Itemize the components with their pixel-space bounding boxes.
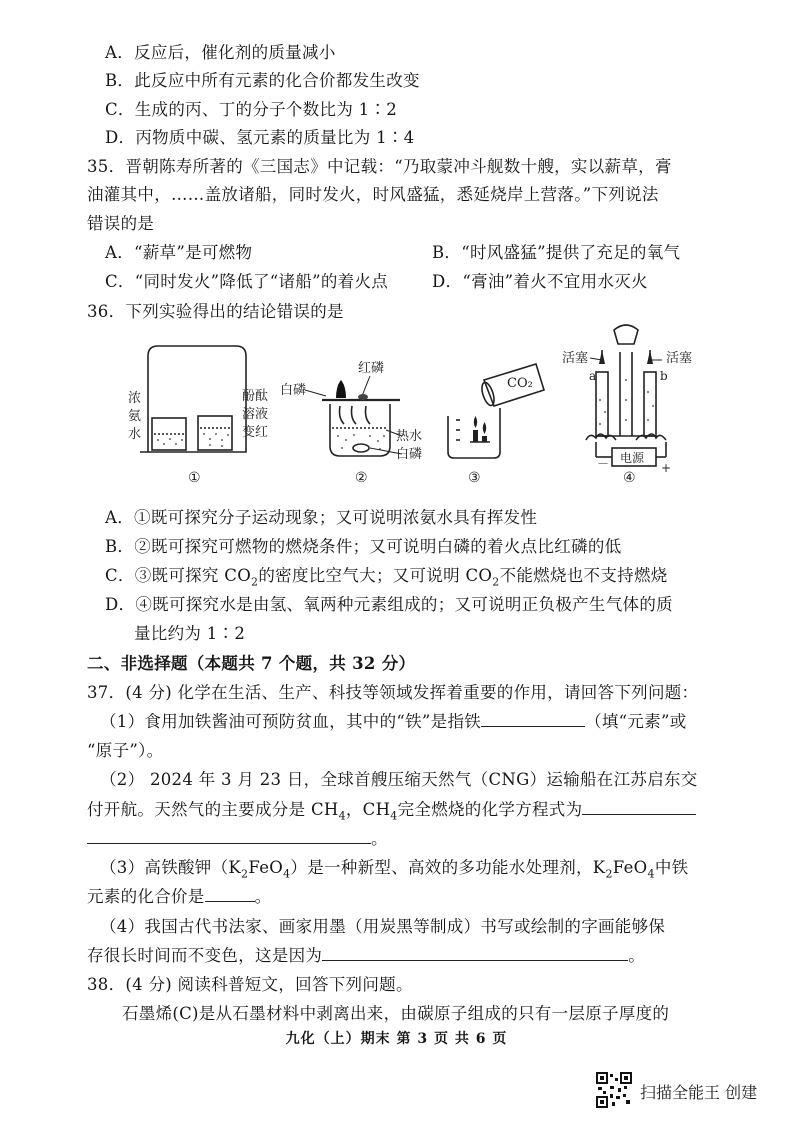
qr-code-icon: [596, 1072, 632, 1108]
answer-blank-2a[interactable]: [582, 800, 696, 815]
red-phosphorus-icon: [358, 394, 368, 400]
q38-text-line-1: 石墨烯(C)是从石墨材料中剥离出来，由碳原子组成的只有一层原子厚度的: [122, 1004, 670, 1023]
fig4-number: ④: [623, 470, 636, 486]
q37-part-3-line-2: 元素的化合价是 。: [87, 887, 272, 906]
q36-option-a: A．①既可探究分子运动现象；又可说明浓氨水具有挥发性: [105, 508, 538, 527]
answer-blank-1[interactable]: [481, 712, 585, 727]
candles-icon: [473, 416, 487, 442]
q37-part-1-line-2: “原子”）。: [87, 741, 164, 760]
fig4-label-b: b: [660, 369, 668, 383]
fig4-label-valve-left: 活塞: [562, 351, 589, 366]
q35-option-c: C．“同时发火”降低了“诸船”的着火点: [105, 272, 389, 291]
fig4-label-a: a: [589, 369, 597, 383]
fig2-label-white-phosphorus-top: 白磷: [280, 383, 307, 398]
q37-part-4-line-2: 存很长时间而不变色，这是因为 。: [87, 946, 646, 965]
fig1-label-right-2: 溶液: [242, 407, 269, 422]
q34-option-c: C．生成的丙、丁的分子个数比为 1∶2: [105, 100, 398, 119]
q37-part-3-line-1: （3）高铁酸钾$(K_2FeO_4)$是一种新型、高效的多功能水处理剂，$K_2FeO_4$中铁: [100, 858, 689, 881]
answer-blank-2b[interactable]: [87, 829, 371, 844]
figure-1-liquid-dots: [157, 433, 229, 447]
figure-1-apparatus: [140, 346, 246, 452]
fig2-label-white-phosphorus-bottom: 白磷: [396, 447, 423, 462]
fig4-label-valve-right: 活塞: [666, 351, 693, 366]
fig4-label-plus: +: [661, 461, 672, 475]
figure-4-apparatus: [586, 325, 666, 466]
q35-stem-line-1: 35．晋朝陈寿所著的《三国志》中记载：“乃取蒙冲斗舰数十艘，实以薪草，膏: [87, 157, 672, 176]
answer-blank-4[interactable]: [322, 946, 628, 961]
fig1-label-left-1: 浓: [128, 391, 142, 406]
fig1-label-left-3: 水: [128, 427, 142, 442]
answer-blank-3[interactable]: [205, 887, 255, 902]
q36-option-b: B．②既可探究可燃物的燃烧条件；又可说明白磷的着火点比红磷的低: [105, 537, 622, 556]
fig3-number: ③: [468, 470, 481, 486]
q35-stem-line-3: 错误的是: [87, 214, 155, 233]
fig1-label-left-2: 氨: [128, 409, 142, 424]
flame-icon: [336, 380, 346, 398]
fig2-label-red-phosphorus: 红磷: [358, 361, 385, 376]
q37-part-2-line-2: 付开航。天然气的主要成分是 $CH_4$，$CH_4$完全燃烧的化学方程式为: [87, 800, 696, 826]
fig2-number: ②: [355, 470, 368, 486]
q36-option-d-line-2: 量比约为 1∶2: [134, 624, 246, 643]
valve-icons: [599, 350, 653, 364]
fig1-label-right-3: 变红: [242, 425, 269, 440]
section-2-title: 二、非选择题（本题共 7 个题，共 32 分）: [87, 654, 416, 673]
q35-stem-line-2: 油灌其中，……盖放诸船，同时发火，时风盛猛，悉延烧岸上营落。”下列说法: [87, 185, 659, 204]
fig4-label-minus: －: [597, 457, 610, 471]
q36-option-d-line-1: D．④既可探究水是由氢、氧两种元素组成的；又可说明正负极产生气体的质: [105, 595, 673, 614]
q34-option-a: A．反应后，催化剂的质量减小: [105, 43, 336, 62]
q37-part-2-line-3: 。: [87, 829, 388, 849]
fig4-label-power: 电源: [620, 451, 645, 465]
scanner-watermark: 扫描全能王 创建: [640, 1083, 758, 1102]
q37-part-2-line-1: （2） 2024 年 3 月 23 日，全球首艘压缩天然气（CNG）运输船在江苏启东交: [100, 770, 698, 789]
fig3-label-co2: CO₂: [507, 376, 533, 391]
q37-part-4-line-1: （4）我国古代书法家、画家用墨（用炭黑等制成）书写或绘制的字画能够保: [100, 917, 666, 936]
q36-figures: [100, 320, 700, 495]
figure-2-apparatus: [305, 376, 402, 456]
q35-option-b: B．“时风盛猛”提供了充足的氧气: [432, 243, 681, 262]
figure-2-water-dots: [337, 434, 385, 450]
q35-option-a: A．“薪草”是可燃物: [105, 243, 253, 262]
q38-stem: 38．(4 分) 阅读科普短文，回答下列问题。: [87, 975, 413, 994]
q36-option-c: C．③既可探究 $CO_2$的密度比空气大；又可说明 $CO_2$不能燃烧也不支持燃烧: [105, 566, 668, 589]
q34-option-b: B．此反应中所有元素的化合价都发生改变: [105, 71, 420, 90]
q37-stem: 37．(4 分) 化学在生活、生产、科技等领域发挥着重要的作用，请回答下列问题：: [87, 683, 699, 702]
page-footer: 九化（上）期末 第 3 页 共 6 页: [285, 1031, 508, 1047]
q35-option-d: D．“膏油”着火不宜用水灭火: [432, 272, 648, 291]
q37-part-1-line-1: （1）食用加铁酱油可预防贫血，其中的“铁”是指铁 （填“元素”或: [100, 712, 687, 731]
q36-stem: 36．下列实验得出的结论错误的是: [87, 302, 344, 321]
fig1-number: ①: [188, 470, 201, 486]
q34-option-d: D．丙物质中碳、氢元素的质量比为 1∶4: [105, 128, 415, 147]
fig1-label-right-1: 酚酞: [242, 389, 269, 404]
fig2-label-hot-water: 热水: [396, 429, 423, 444]
